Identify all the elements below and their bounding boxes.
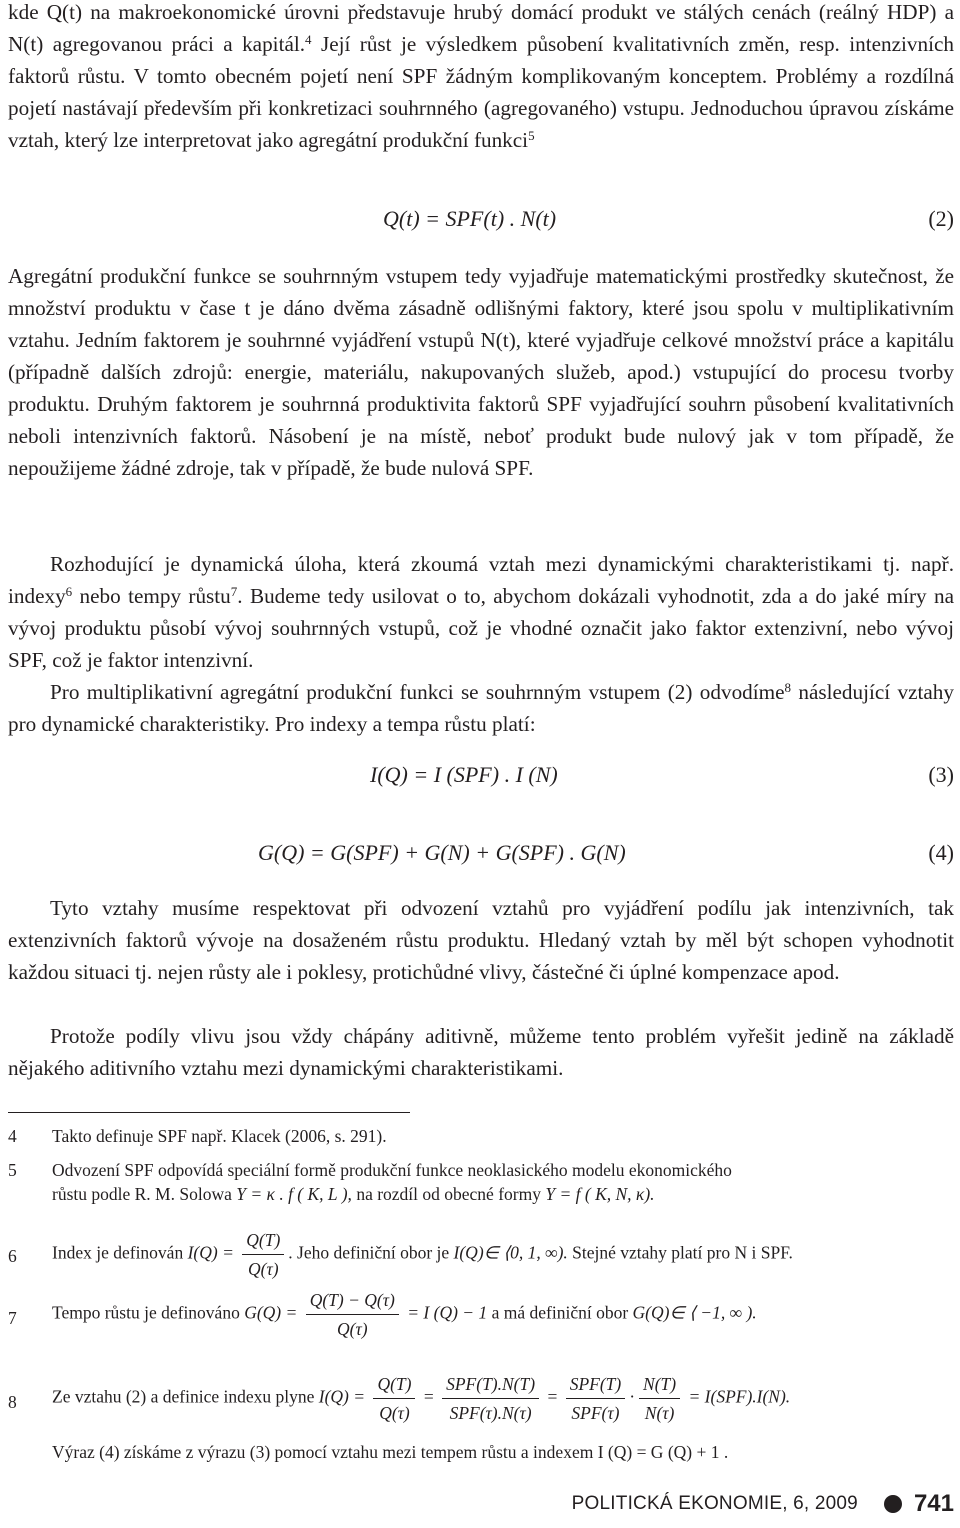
footnote-7-number: 7 <box>8 1308 17 1328</box>
footnote-8-fraction-4 <box>639 1372 680 1425</box>
footnote-8-dot: · <box>629 1386 636 1407</box>
footnote-7-lhs: G(Q) = <box>244 1302 298 1323</box>
footnote-6-intro: Index je definován <box>52 1242 184 1263</box>
paragraph-3-text-a: Rozhodující je dynamická úloha, která zkoumá vztah mezi dynamickými charakteristikami tj. např. indexy <box>8 552 954 608</box>
equation-4-expression: G(Q) = G(SPF) + G(N) + G(SPF) . G(N) <box>258 840 626 865</box>
fraction-denominator: N(τ) <box>644 1403 675 1423</box>
footnote-4-text: Takto definuje SPF např. Klacek (2006, s. 291). <box>52 1126 387 1146</box>
footnote-7-intro: Tempo růstu je definováno <box>52 1302 240 1323</box>
footnote-4-number: 4 <box>8 1126 17 1146</box>
footnote-ref-4[interactable]: 4 <box>305 32 312 47</box>
footnote-5-formula-general: Y = f ( K, N, κ). <box>545 1184 655 1204</box>
footnote-6-text <box>52 1228 958 1281</box>
equation-2 <box>8 200 954 244</box>
footnote-6-domain: I(Q)∈ ⟨0, 1, ∞). <box>453 1242 568 1263</box>
footnote-ref-7[interactable]: 7 <box>230 584 238 599</box>
fraction-denominator: Q(τ) <box>248 1259 279 1279</box>
footnote-7 <box>8 1288 958 1352</box>
equation-3-number: (3) <box>928 762 954 787</box>
footnote-8-equals-2: = <box>547 1386 558 1407</box>
footnote-7-domain: G(Q)∈ ⟨ −1, ∞ ). <box>632 1302 757 1323</box>
footnote-ref-8[interactable]: 8 <box>784 680 792 695</box>
fraction-denominator: SPF(τ) <box>571 1403 620 1423</box>
footnote-ref-5[interactable]: 5 <box>528 128 535 143</box>
footnote-separator <box>8 1112 410 1113</box>
footnote-5-text <box>52 1158 958 1206</box>
fraction-numerator: Q(T) <box>373 1372 415 1399</box>
paragraph-6: Protože podíly vlivu jsou vždy chápány aditivně, můžeme tento problém vyřešit jedině na základě nějakého aditivního vztahu mezi dynamickými charakteristikami. <box>8 1024 954 1080</box>
paragraph-3-text-b: nebo tempy růstu <box>72 584 231 608</box>
journal-title: POLITICKÁ EKONOMIE, 6, 2009 <box>571 1493 858 1514</box>
fraction-numerator: Q(T) <box>242 1228 284 1255</box>
footnote-6-fraction <box>242 1228 284 1281</box>
footnote-6-number: 6 <box>8 1246 17 1266</box>
paragraph-4 <box>8 676 954 740</box>
footnote-8-fraction-2 <box>442 1372 539 1425</box>
paragraph-3 <box>8 548 954 676</box>
paragraph-4-text-b: následující vztahy pro dynamické charakteristiky. Pro indexy a tempa růstu platí: <box>8 680 954 736</box>
footnote-8-equals-1: = <box>423 1386 434 1407</box>
paragraph-2: Agregátní produkční funkce se souhrnným vstupem tedy vyjadřuje matematickými prostředky skutečnost, že množství produktu v čase t je dáno dvěma zásadně odlišnými faktory, které jsou spolu v multiplikativním vztahu. Jedním faktorem je souhrnné vyjádření vstupů N(t), které vyjadřuje celkové množství práce a kapitálu (případně dalších zdrojů: energie, materiálu, nakupovaných služeb, apod.) vstupující do procesu tvorby produktu. Druhým faktorem je souhrnná produktivita faktorů SPF vyjadřující souhrn působení kvalitativních neboli intenzivních faktorů. Násobení je na místě, neboť produkt bude nulový jak v tom případě, že nepoužijeme žádné zdroje, tak v případě, že bude nulová SPF. <box>8 264 954 480</box>
page-footer <box>572 1490 954 1518</box>
footnote-6-lhs: I(Q) = <box>187 1242 234 1263</box>
equation-3 <box>8 756 954 800</box>
paragraph-4-text-a: Pro multiplikativní agregátní produkční funkci se souhrnným vstupem (2) odvodíme <box>50 680 785 704</box>
equation-3-expression: I(Q) = I (SPF) . I (N) <box>370 762 558 787</box>
footnote-6 <box>8 1228 958 1288</box>
equation-2-number: (2) <box>928 206 954 231</box>
footnote-8 <box>8 1372 958 1472</box>
footnote-5-line-2b: na rozdíl od obecné formy <box>356 1184 541 1204</box>
page-number: 741 <box>913 1490 954 1517</box>
fraction-denominator: Q(τ) <box>379 1403 410 1423</box>
footnote-8-rhs: = I(SPF).I(N). <box>688 1386 791 1407</box>
footnote-6-tail: Stejné vztahy platí pro N i SPF. <box>572 1242 793 1263</box>
footnote-5-line-2a: růstu podle R. M. Solowa <box>52 1184 232 1204</box>
footnote-6-mid: . Jeho definiční obor je <box>288 1242 450 1263</box>
footnote-ref-6[interactable]: 6 <box>65 584 73 599</box>
fraction-numerator: SPF(T).N(T) <box>442 1372 539 1399</box>
footnote-7-mid: a má definiční obor <box>491 1302 629 1323</box>
footnote-5-line-1: Odvození SPF odpovídá speciální formě produkční funkce neoklasického modelu ekonomického <box>52 1160 732 1180</box>
footnote-7-text <box>52 1288 958 1341</box>
paragraph-5: Tyto vztahy musíme respektovat při odvození vztahů pro vyjádření podílu jak intenzivních, tak extenzivních faktorů vývoje na dosaženém růstu produktu. Hledaný vztah by měl být schopen vyhodnotit každou situaci tj. nejen růsty ale i poklesy, protichůdné vlivy, částečné či úplné kompenzace apod. <box>8 896 954 984</box>
footnote-5-number: 5 <box>8 1160 17 1180</box>
fraction-numerator: SPF(T) <box>566 1372 626 1399</box>
fraction-numerator: N(T) <box>639 1372 680 1399</box>
footnote-8-line-2: Výraz (4) získáme z výrazu (3) pomocí vztahu mezi tempem růstu a indexem I (Q) = G (Q) + 1 . <box>52 1442 729 1462</box>
fraction-denominator: Q(τ) <box>337 1319 368 1339</box>
footnote-8-fraction-3 <box>566 1372 626 1425</box>
footnote-7-rhs: = I (Q) − 1 <box>407 1302 488 1323</box>
paragraph-3-text-c: . Budeme tedy usilovat o to, abychom dokázali vyhodnotit, zda a do jaké míry na vývoj produktu působí vývoj souhrnných vstupů, což je vhodné označit jako faktor extenzivní, nebo vývoj SPF, což je faktor intenzivní. <box>8 584 954 672</box>
footnote-8-intro: Ze vztahu (2) a definice indexu plyne <box>52 1386 315 1407</box>
footnote-5-formula-solow: Y = κ . f ( K, L ), <box>236 1184 352 1204</box>
paragraph-1 <box>8 0 954 156</box>
footnote-8-fraction-1 <box>373 1372 415 1425</box>
footnote-8-number: 8 <box>8 1392 17 1412</box>
footnote-8-text <box>52 1372 958 1425</box>
paragraph-1-text-a: kde Q(t) na makroekonomické úrovni představuje hrubý domácí produkt ve stálých cenách (reálný HDP) a N(t) agregovanou práci a kapitál. <box>8 0 954 56</box>
equation-4 <box>8 834 954 878</box>
fraction-numerator: Q(T) − Q(τ) <box>306 1288 399 1315</box>
footnote-8-lhs: I(Q) = <box>318 1386 366 1407</box>
footnote-7-fraction <box>306 1288 399 1341</box>
equation-4-number: (4) <box>928 840 954 865</box>
paragraph-1-text-b: Její růst je výsledkem působení kvalitativních změn, resp. intenzivních faktorů růstu. V tomto obecném pojetí není SPF žádným komplikovaným konceptem. Problémy a rozdílná pojetí nastávají především při konkretizaci souhrnného (agregovaného) vstupu. Jednoduchou úpravou získáme vztah, který lze interpretovat jako agregátní produkční funkci <box>8 32 954 152</box>
fraction-denominator: SPF(τ).N(τ) <box>449 1403 532 1423</box>
equation-2-expression: Q(t) = SPF(t) . N(t) <box>383 206 557 231</box>
bullet-icon <box>884 1495 902 1513</box>
